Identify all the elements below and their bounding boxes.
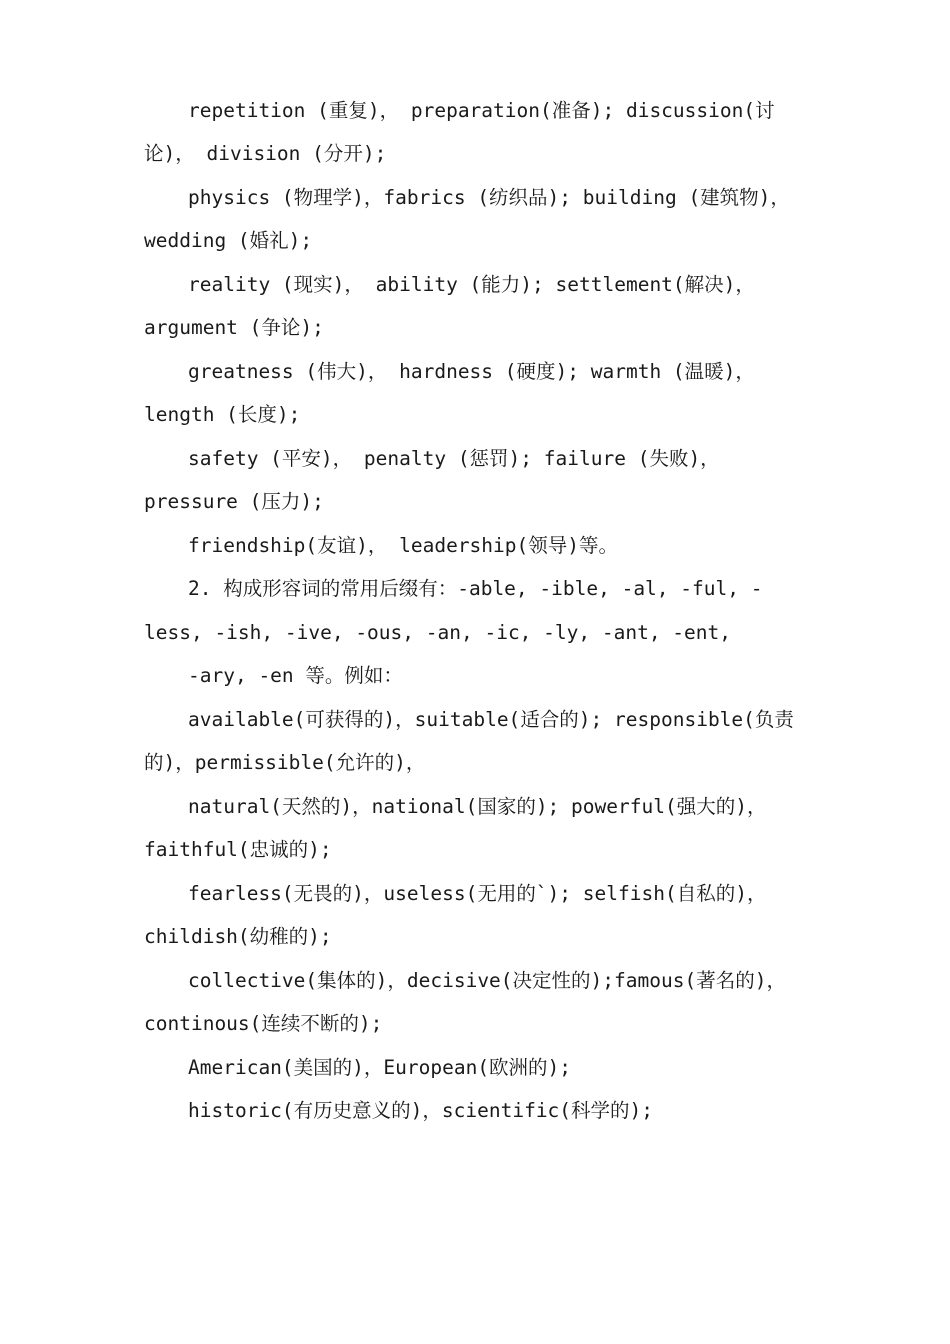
text-line: 2. 构成形容词的常用后缀有：-able, -ible, -al, -ful, - [188,577,763,600]
text-line: reality (现实)， ability (能力); settlement(解决)， [188,273,755,296]
text-line: 的)，permissible(允许的)， [144,751,426,774]
text-line: fearless(无畏的)，useless(无用的`); selfish(自私的)， [188,882,767,905]
text-line: 论)， division (分开); [144,142,387,165]
text-line: argument (争论); [144,316,324,339]
text-line: collective(集体的)，decisive(决定性的);famous(著名的)， [188,969,786,992]
text-line: available(可获得的)，suitable(适合的); responsible(负责 [188,708,794,731]
text-line: natural(天然的)，national(国家的); powerful(强大的)， [188,795,767,818]
text-line: continous(连续不断的); [144,1012,383,1035]
text-line: pressure (压力); [144,490,324,513]
text-line: friendship(友谊)， leadership(领导)等。 [188,534,618,557]
text-line: wedding (婚礼); [144,229,313,252]
text-line: physics (物理学)，fabrics (纺织品); building (建筑物)， [188,186,790,209]
text-line: historic(有历史意义的)，scientific(科学的); [188,1099,654,1122]
text-line: -ary, -en 等。例如： [188,664,403,687]
text-line: length (长度); [144,403,301,426]
text-line: American(美国的)，European(欧洲的); [188,1056,572,1079]
text-line: childish(幼稚的); [144,925,332,948]
text-line: less, -ish, -ive, -ous, -an, -ic, -ly, -ant, -ent, [144,621,731,644]
text-line: safety (平安)， penalty (惩罚); failure (失败)， [188,447,720,470]
text-line: repetition (重复)， preparation(准备); discussion(讨 [188,99,775,122]
text-line: greatness (伟大)， hardness (硬度); warmth (温暖)， [188,360,755,383]
text-line: faithful(忠诚的); [144,838,332,861]
